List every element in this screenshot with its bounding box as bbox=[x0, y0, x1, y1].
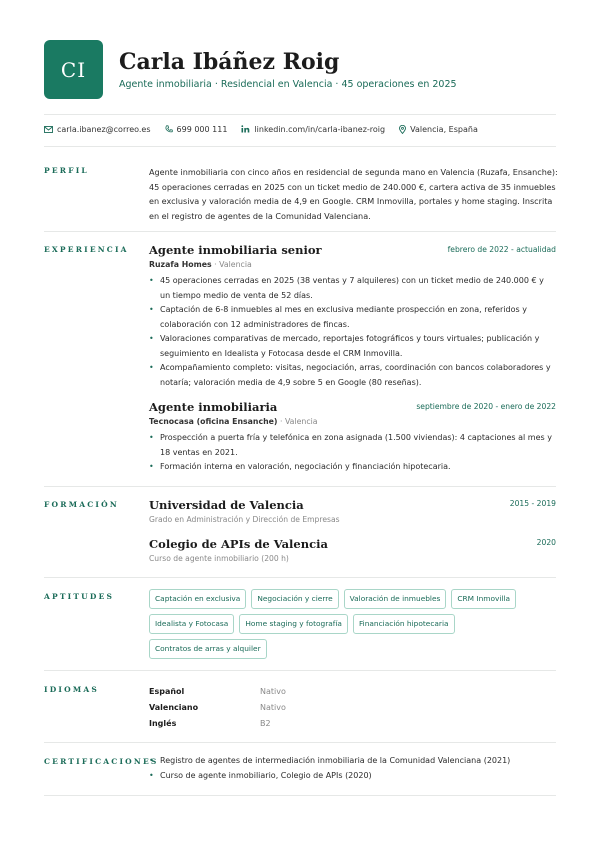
skill-tag: Idealista y Fotocasa bbox=[149, 614, 234, 634]
job-company: Ruzafa Homes · Valencia bbox=[149, 260, 252, 269]
language-row bbox=[149, 683, 449, 699]
divider bbox=[44, 231, 556, 232]
job-bullets bbox=[149, 274, 556, 390]
language-level: Nativo bbox=[260, 686, 286, 696]
section-label-profile: PERFIL bbox=[44, 166, 89, 175]
education-date: 2020 bbox=[536, 538, 556, 547]
skill-tag: CRM Inmovilla bbox=[451, 589, 516, 609]
education-subtitle: Curso de agente inmobiliario (200 h) bbox=[149, 554, 289, 563]
job-title: Agente inmobiliaria senior bbox=[149, 243, 322, 257]
list-item: • 45 operaciones cerradas en 2025 (38 ventas y 7 alquileres) con un ticket medio de 240.000 € y un tiempo medio de venta de 52 días. bbox=[149, 274, 556, 303]
contact-linkedin[interactable] bbox=[241, 125, 385, 134]
languages-list bbox=[149, 683, 449, 731]
language-row bbox=[149, 715, 449, 731]
language-name: Español bbox=[149, 686, 185, 696]
education-subtitle: Grado en Administración y Dirección de Empresas bbox=[149, 515, 340, 524]
section-label-certifications: CERTIFICACIONES bbox=[44, 757, 159, 766]
job-date: septiembre de 2020 - enero de 2022 bbox=[416, 402, 556, 411]
company-location: Valencia bbox=[219, 260, 252, 269]
job-company: Tecnocasa (oficina Ensanche) · Valencia bbox=[149, 417, 318, 426]
initials-avatar: CI bbox=[44, 40, 103, 99]
list-item: • Valoraciones comparativas de mercado, reportajes fotográficos y tours virtuales; publicación y seguimiento en Idealista y Fotocasa desde el CRM Inmovilla. bbox=[149, 332, 556, 361]
skills-list bbox=[149, 589, 559, 664]
linkedin-icon bbox=[241, 125, 250, 133]
language-row bbox=[149, 699, 449, 715]
company-name: Ruzafa Homes bbox=[149, 260, 212, 269]
email-text: carla.ibanez@correo.es bbox=[57, 124, 151, 134]
list-item: • Formación interna en valoración, negociación y financiación hipotecaria. bbox=[149, 460, 556, 475]
job-entry bbox=[149, 243, 556, 390]
skill-tag: Negociación y cierre bbox=[251, 589, 338, 609]
skill-tag: Contratos de arras y alquiler bbox=[149, 639, 267, 659]
divider bbox=[44, 486, 556, 487]
divider bbox=[44, 795, 556, 796]
divider bbox=[44, 670, 556, 671]
language-level: B2 bbox=[260, 718, 271, 728]
list-item: • Acompañamiento completo: visitas, negociación, arras, coordinación con bancos colaboradores y notaría; valoración media de 4,9 sobre 5 en Google (80 reseñas). bbox=[149, 361, 556, 390]
section-label-skills: APTITUDES bbox=[44, 592, 115, 601]
education-title: Colegio de APIs de Valencia bbox=[149, 537, 328, 551]
contact-email[interactable] bbox=[44, 125, 151, 134]
phone-icon bbox=[165, 125, 173, 133]
language-name: Inglés bbox=[149, 718, 177, 728]
skill-tag: Captación en exclusiva bbox=[149, 589, 246, 609]
divider bbox=[44, 146, 556, 147]
profile-summary: Agente inmobiliaria con cinco años en residencial de segunda mano en Valencia (Ruzafa, Ensanche): 45 operaciones cerradas en 2025 con un ticket medio de 240.000 €, cartera activa de 35 inmuebles en exclusiva y valoración media de 4,9 en Google. CRM Inmovilla, portales y home staging. Inscrita en el registro de agentes de la Comunidad Valenciana. bbox=[149, 167, 558, 221]
company-name: Tecnocasa (oficina Ensanche) bbox=[149, 417, 278, 426]
contact-phone[interactable] bbox=[165, 125, 228, 134]
divider bbox=[44, 577, 556, 578]
section-label-languages: IDIOMAS bbox=[44, 685, 99, 694]
list-item: • Captación de 6-8 inmuebles al mes en exclusiva mediante prospección en zona, referidos y colaboración con 12 administradores de fincas. bbox=[149, 303, 556, 332]
certifications-list bbox=[149, 754, 556, 783]
education-entry bbox=[149, 537, 556, 563]
divider bbox=[44, 114, 556, 115]
skill-tag: Financiación hipotecaria bbox=[353, 614, 455, 634]
linkedin-text: linkedin.com/in/carla-ibanez-roig bbox=[254, 124, 386, 134]
education-date: 2015 - 2019 bbox=[509, 499, 556, 508]
company-location: Valencia bbox=[284, 417, 318, 426]
education-entry bbox=[149, 498, 556, 524]
skill-tag: Home staging y fotografía bbox=[239, 614, 348, 634]
mail-icon bbox=[44, 126, 53, 133]
skill-tag: Valoración de inmuebles bbox=[344, 589, 447, 609]
list-item: • Curso de agente inmobiliario, Colegio de APIs (2020) bbox=[149, 769, 556, 784]
divider bbox=[44, 742, 556, 743]
education-title: Universidad de Valencia bbox=[149, 498, 304, 512]
list-item: • Registro de agentes de intermediación inmobiliaria de la Comunidad Valenciana (2021) bbox=[149, 754, 556, 769]
section-label-education: FORMACIÓN bbox=[44, 500, 119, 509]
contact-location bbox=[399, 125, 478, 134]
list-item: • Prospección a puerta fría y telefónica en zona asignada (1.500 viviendas): 4 captaciones al mes y 18 ventas en 2021. bbox=[149, 431, 556, 460]
language-level: Nativo bbox=[260, 702, 286, 712]
section-label-experience: EXPERIENCIA bbox=[44, 245, 129, 254]
candidate-name: Carla Ibáñez Roig bbox=[119, 49, 340, 75]
location-pin-icon bbox=[399, 125, 406, 134]
location-text: Valencia, España bbox=[410, 124, 478, 134]
candidate-headline: Agente inmobiliaria · Residencial en Valencia · 45 operaciones en 2025 bbox=[119, 79, 457, 90]
job-bullets bbox=[149, 431, 556, 475]
job-date: febrero de 2022 - actualidad bbox=[447, 245, 556, 254]
job-title: Agente inmobiliaria bbox=[149, 400, 278, 414]
job-entry bbox=[149, 400, 556, 475]
language-name: Valenciano bbox=[149, 702, 199, 712]
contact-bar bbox=[44, 123, 556, 135]
phone-text: 699 000 111 bbox=[176, 124, 228, 134]
